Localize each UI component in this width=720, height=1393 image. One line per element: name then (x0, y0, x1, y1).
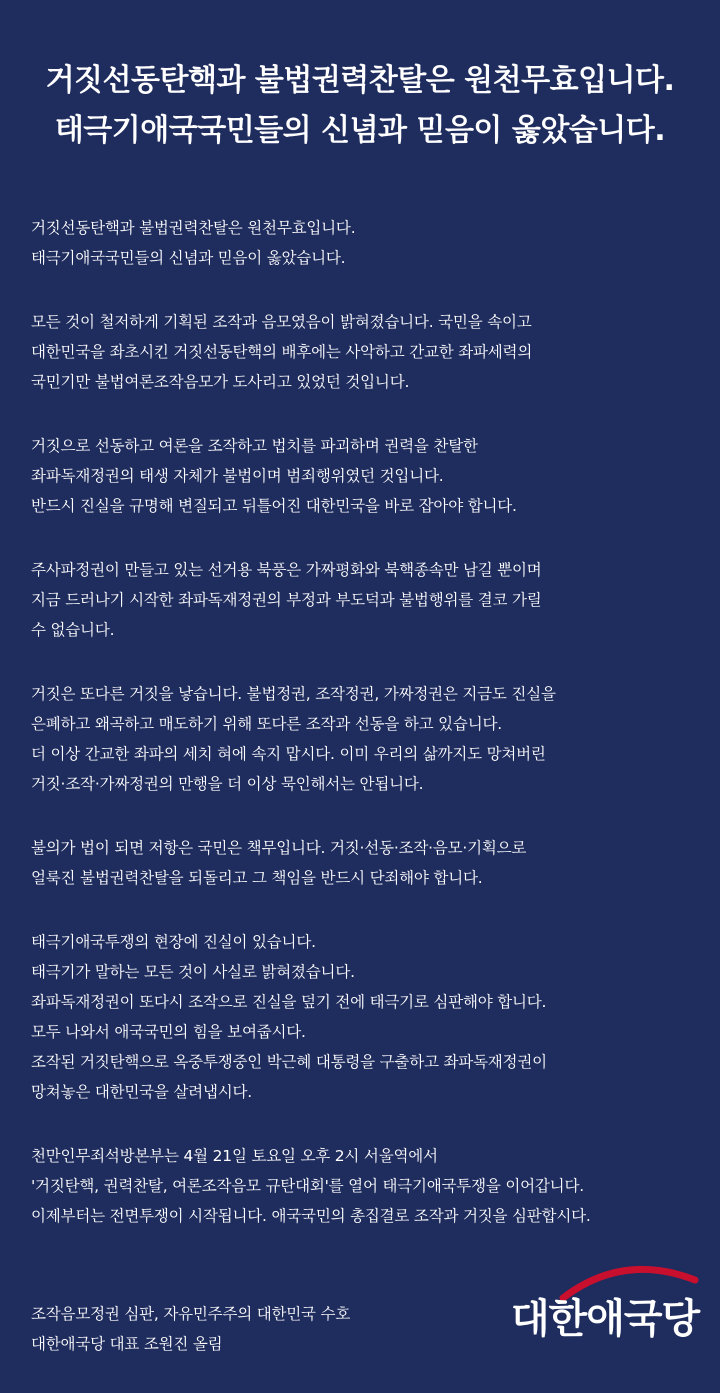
paragraph-4 (31, 555, 701, 645)
paragraph-line: 모두 나와서 애국국민의 힘을 보여줍시다. (31, 1023, 306, 1041)
paragraph-line: 거짓·조작·가짜정권의 만행을 더 이상 묵인해서는 안됩니다. (31, 775, 424, 793)
paragraph-7 (31, 927, 701, 1107)
paragraph-line: 불의가 법이 되면 저항은 국민은 책무입니다. 거짓·선동·조작·음모·기획으로 (31, 839, 527, 857)
paragraph-line: 거짓선동탄핵과 불법권력찬탈은 원천무효입니다. (31, 219, 356, 237)
paragraph-line: 좌파독재정권이 또다시 조작으로 진실을 덮기 전에 태극기로 심판해야 합니다. (31, 993, 547, 1011)
paragraph-line: '거짓탄핵, 권력찬탈, 여론조작음모 규탄대회'를 열어 태극기애국투쟁을 이어갑니다. (31, 1177, 584, 1195)
paragraph-line: 은폐하고 왜곡하고 매도하기 위해 또다른 조작과 선동을 하고 있습니다. (31, 715, 502, 733)
paragraph-line: 망쳐놓은 대한민국을 살려냅시다. (31, 1083, 253, 1101)
paragraph-line: 태극기애국국민들의 신념과 믿음이 옳았습니다. (31, 249, 346, 267)
headline-line-2: 태극기애국국민들의 신념과 믿음이 옳았습니다. (54, 113, 666, 148)
paragraph-line: 국민기만 불법여론조작음모가 도사리고 있었던 것입니다. (31, 373, 410, 391)
paragraph-line: 대한민국을 좌초시킨 거짓선동탄핵의 배후에는 사악하고 간교한 좌파세력의 (31, 343, 533, 361)
signature-line: 조작음모정권 심판, 자유민주주의 대한민국 수호 (31, 1305, 351, 1323)
paragraph-line: 주사파정권이 만들고 있는 선거용 북풍은 가짜평화와 북핵종속만 남길 뿐이며 (31, 561, 542, 579)
paragraph-line: 거짓은 또다른 거짓을 낳습니다. 불법정권, 조작정권, 가짜정권은 지금도 진실을 (31, 685, 556, 703)
paragraph-line: 모든 것이 철저하게 기획된 조작과 음모였음이 밝혀졌습니다. 국민을 속이고 (31, 313, 532, 331)
paragraph-line: 얼룩진 불법권력찬탈을 되돌리고 그 책임을 반드시 단죄해야 합니다. (31, 869, 483, 887)
statement-body (31, 213, 701, 1393)
signature-line: 대한애국당 대표 조원진 올림 (31, 1335, 223, 1353)
logo-wordmark: 대한애국당 (511, 1296, 700, 1342)
headline (0, 56, 720, 156)
paragraph-line: 태극기애국투쟁의 현장에 진실이 있습니다. (31, 933, 316, 951)
paragraph-line: 수 없습니다. (31, 621, 115, 639)
paragraph-line: 조작된 거짓탄핵으로 옥중투쟁중인 박근혜 대통령을 구출하고 좌파독재정권이 (31, 1053, 547, 1071)
paragraph-line: 좌파독재정권의 태생 자체가 불법이며 범죄행위였던 것입니다. (31, 467, 444, 485)
paragraph-line: 지금 드러나기 시작한 좌파독재정권의 부정과 부도덕과 불법행위를 결코 가릴 (31, 591, 542, 609)
paragraph-line: 태극기가 말하는 모든 것이 사실로 밝혀졌습니다. (31, 963, 355, 981)
paragraph-line: 반드시 진실을 규명해 변질되고 뒤틀어진 대한민국을 바로 잡아야 합니다. (31, 497, 517, 515)
paragraph-3 (31, 431, 701, 521)
headline-line-1: 거짓선동탄핵과 불법권력찬탈은 원천무효입니다. (45, 63, 675, 98)
paragraph-line: 천만인무죄석방본부는 4월 21일 토요일 오후 2시 서울역에서 (31, 1147, 438, 1165)
paragraph-8 (31, 1141, 701, 1231)
paragraph-1 (31, 213, 701, 273)
party-logo (505, 1258, 701, 1348)
paragraph-6 (31, 833, 701, 893)
paragraph-line: 거짓으로 선동하고 여론을 조작하고 법치를 파괴하며 권력을 찬탈한 (31, 437, 478, 455)
paragraph-5 (31, 679, 701, 799)
paragraph-line: 이제부터는 전면투쟁이 시작됩니다. 애국국민의 총집결로 조작과 거짓을 심판합시다. (31, 1207, 591, 1225)
paragraph-line: 더 이상 간교한 좌파의 세치 혀에 속지 맙시다. 이미 우리의 삶까지도 망쳐버린 (31, 745, 546, 763)
paragraph-2 (31, 307, 701, 397)
